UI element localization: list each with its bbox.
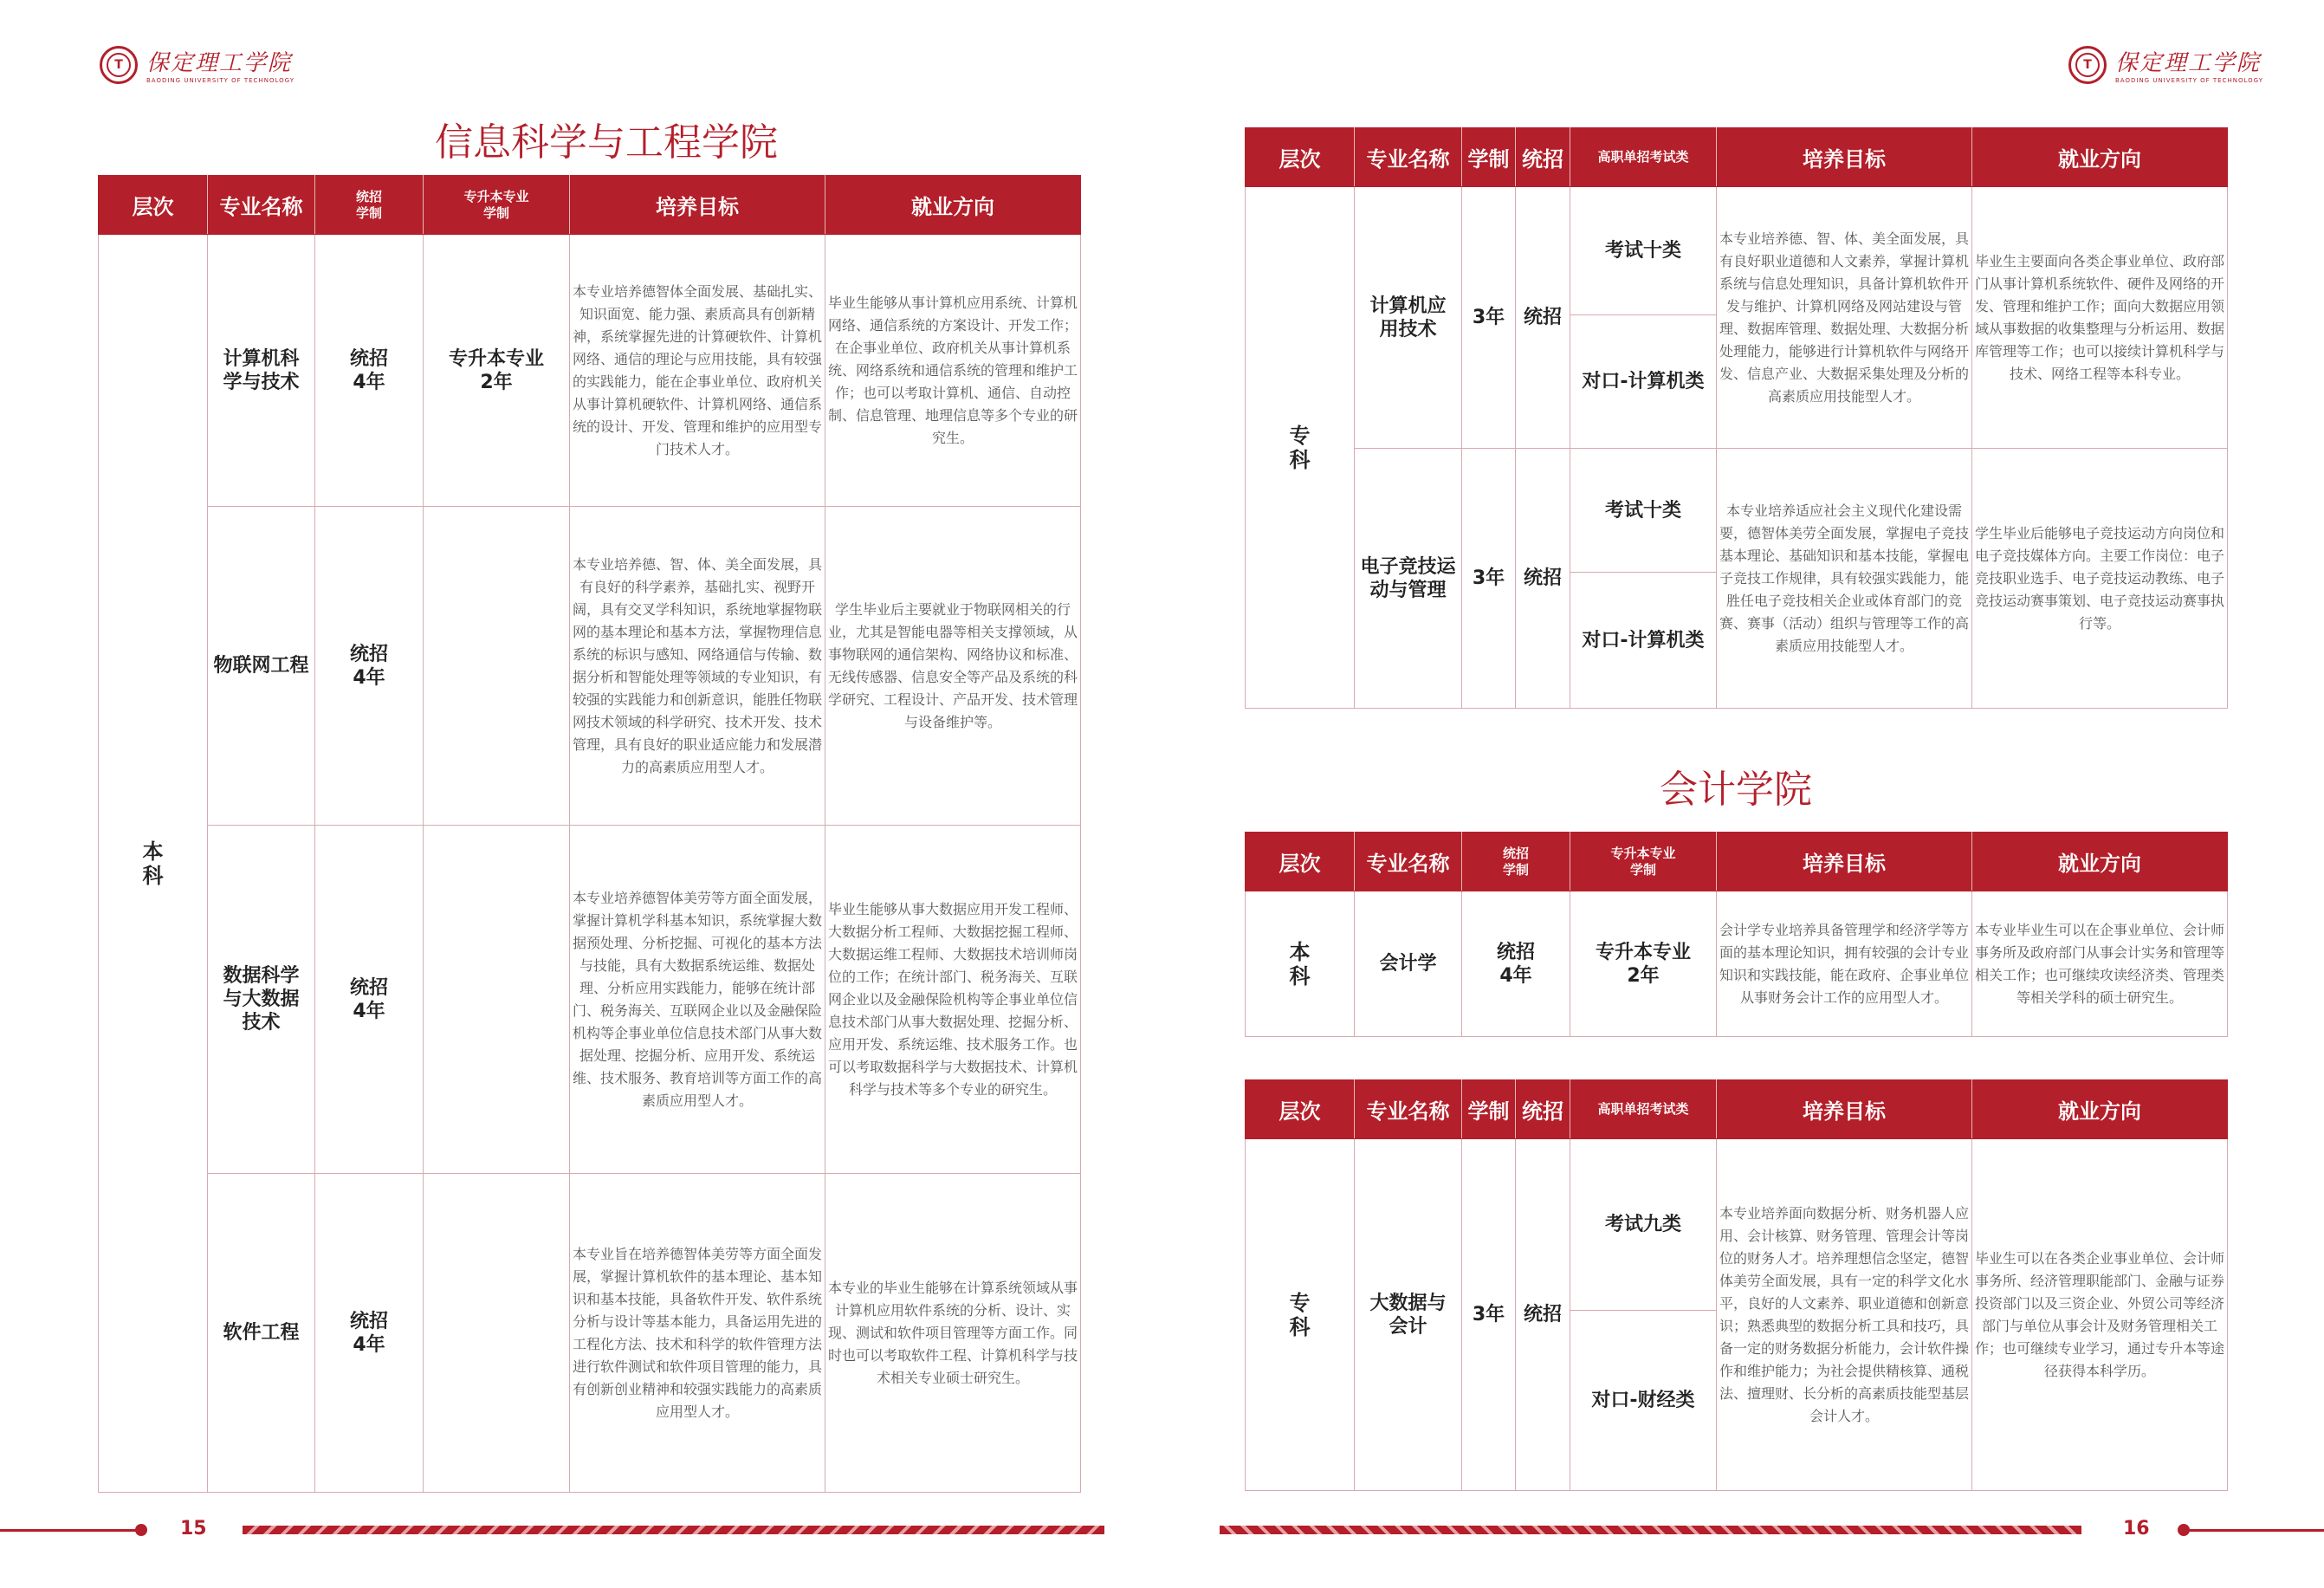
major-name: 会计学 <box>1355 891 1462 1037</box>
footer-dot-icon <box>135 1524 147 1536</box>
major-name: 物联网工程 <box>208 507 315 826</box>
career-text: 毕业生能够从事计算机应用系统、计算机网络、通信系统的方案设计、开发工作；在企事业单位、政府机关从事计算机系统、网络系统和通信系统的管理和维护工作；也可以考取计算机、通信、自动控制、信息管理、地理信息等多个专业的研究生。 <box>825 235 1081 507</box>
header-enroll: 统招 <box>1516 1080 1570 1139</box>
header-career: 就业方向 <box>1972 833 2228 891</box>
header-major: 专业名称 <box>1355 128 1462 187</box>
header-career: 就业方向 <box>1972 128 2228 187</box>
school-seal-icon: T <box>100 46 138 84</box>
header-enroll: 统招 <box>1516 128 1570 187</box>
accounting-table <box>1245 832 2228 1037</box>
exam-type-cell: 对口-计算机类 <box>1570 573 1717 709</box>
goal-text: 本专业培养德智体全面发展、基础扎实、知识面宽、能力强、素质高具有创新精神，系统掌握先进的计算硬软件、计算机网络、通信的理论与应用技能，具有较强的实践能力，能在企事业单位、政府机关从事计算机硬软件、计算机网络、通信系统的设计、开发、管理和维护的应用型专门技术人才。 <box>570 235 825 507</box>
footer-line-left <box>0 1529 139 1532</box>
goal-text: 本专业培养德、智、体、美全面发展，具有良好职业道德和人文素养，掌握计算机系统与信息处理知识，具备计算机软件开发与维护、计算机网络及网站建设与管理、数据库管理、数据处理、大数据分析处理能力，能够进行计算机软件与网络开发、信息产业、大数据采集处理及分析的高素质应用技能型人才。 <box>1717 187 1972 449</box>
logo-name: 保定理工学院 <box>146 50 293 76</box>
career-text: 本专业的毕业生能够在计算系统领域从事计算机应用软件系统的分析、设计、实现、测试和软件项目管理等方面工作。同时也可以考取软件工程、计算机科学与技术相关专业硕士研究生。 <box>825 1174 1081 1493</box>
duration-cell: 3年 <box>1462 449 1516 709</box>
header-major: 专业名称 <box>208 176 315 235</box>
header-upgrade: 专升本专业 学制 <box>1570 833 1717 891</box>
major-name: 计算机科 学与技术 <box>208 235 315 507</box>
major-name: 计算机应 用技术 <box>1355 187 1462 449</box>
header-goal: 培养目标 <box>1717 128 1972 187</box>
career-text: 毕业生可以在各类企业事业单位、会计师事务所、经济管理职能部门、金融与证券投资部门以及三资企业、外贸公司等经济部门与单位从事会计及财务管理相关工作；也可继续专业学习，通过专升本等途径获得本科学历。 <box>1972 1139 2228 1491</box>
duration-cell: 统招 4年 <box>315 235 424 507</box>
goal-text: 会计学专业培养具备管理学和经济学等方面的基本理论知识，拥有较强的会计专业知识和实践技能，能在政府、企事业单位从事财务会计工作的应用型人才。 <box>1717 891 1972 1037</box>
upgrade-cell <box>424 826 570 1174</box>
page-number-left: 15 <box>180 1518 207 1539</box>
goal-text: 本专业培养德、智、体、美全面发展，具有良好的科学素养，基础扎实、视野开阔，具有交叉学科知识，系统地掌握物联网的基本理论和基本方法，掌握物理信息系统的标识与感知、网络通信与传输、数据分析和智能处理等领域的专业知识，有较强的实践能力和创新意识，能胜任物联网技术领域的科学研究、技术开发、技术管理，具有良好的职业适应能力和发展潜力的高素质应用型人才。 <box>570 507 825 826</box>
header-goal: 培养目标 <box>570 176 825 235</box>
header-duration: 学制 <box>1462 1080 1516 1139</box>
header-goal: 培养目标 <box>1717 1080 1972 1139</box>
header-goal: 培养目标 <box>1717 833 1972 891</box>
school-seal-icon: T <box>2068 46 2107 84</box>
exam-type-cell: 考试九类 <box>1570 1139 1717 1311</box>
major-name: 软件工程 <box>208 1174 315 1493</box>
duration-cell: 统招 4年 <box>315 1174 424 1493</box>
goal-text: 本专业培养德智体美劳等方面全面发展，掌握计算机学科基本知识，系统掌握大数据预处理、分析挖掘、可视化的基本方法与技能，具有大数据系统运维、数据处理、分析应用实践能力，能够在统计部门、税务海关、互联网企业以及金融保险机构等企事业单位信息技术部门从事大数据处理、挖掘分析、应用开发、系统运维、技术服务、教育培训等方面工作的高素质应用型人才。 <box>570 826 825 1174</box>
exam-type-cell: 考试十类 <box>1570 187 1717 315</box>
level-cell: 专 科 <box>1246 1139 1355 1491</box>
level-cell: 专 科 <box>1246 187 1355 709</box>
career-text: 学生毕业后主要就业于物联网相关的行业，尤其是智能电器等相关支撑领域，从事物联网的通信架构、网络协议和标准、无线传感器、信息安全等产品及系统的科学研究、工程设计、产品开发、技术管理与设备维护等。 <box>825 507 1081 826</box>
level-cell: 本 科 <box>99 235 208 1493</box>
upgrade-cell: 专升本专业 2年 <box>424 235 570 507</box>
major-name: 电子竞技运 动与管理 <box>1355 449 1462 709</box>
header-duration: 统招 学制 <box>1462 833 1570 891</box>
college-title-accounting: 会计学院 <box>1660 768 1812 812</box>
upgrade-cell: 专升本专业 2年 <box>1570 891 1717 1037</box>
enroll-cell: 统招 <box>1516 187 1570 449</box>
duration-cell: 统招 4年 <box>1462 891 1570 1037</box>
level-cell: 本 科 <box>1246 891 1355 1037</box>
exam-type-cell: 考试十类 <box>1570 449 1717 573</box>
footer-line-right <box>2185 1529 2324 1532</box>
header-career: 就业方向 <box>825 176 1081 235</box>
logo-en: BAODING UNIVERSITY OF TECHNOLOGY <box>146 77 295 84</box>
career-text: 毕业生能够从事大数据应用开发工程师、大数据分析工程师、大数据挖掘工程师、大数据运维工程师、大数据技术培训师岗位的工作；在统计部门、税务海关、互联网企业以及金融保险机构等企事业单位信息技术部门从事大数据处理、挖掘分析、应用开发、系统运维、技术服务工作。也可以考取数据科学与大数据技术、计算机科学与技术等多个专业的研究生。 <box>825 826 1081 1174</box>
college-title-info: 信息科学与工程学院 <box>435 120 778 165</box>
major-name: 数据科学 与大数据 技术 <box>208 826 315 1174</box>
header-level: 层次 <box>1246 833 1355 891</box>
logo-right <box>2068 45 2263 84</box>
goal-text: 本专业培养适应社会主义现代化建设需要，德智体美劳全面发展，掌握电子竞技基本理论、基础知识和基本技能，掌握电子竞技工作规律，具有较强实践能力，能胜任电子竞技相关企业或体育部门的竞赛、赛事（活动）组织与管理等工作的高素质应用技能型人才。 <box>1717 449 1972 709</box>
footer-stripe-left <box>243 1526 1104 1534</box>
header-exam-type: 高职单招考试类 <box>1570 128 1717 187</box>
vocational-table-info <box>1245 127 2228 709</box>
vocational-table-accounting <box>1245 1079 2228 1491</box>
enroll-cell: 统招 <box>1516 1139 1570 1491</box>
duration-cell: 统招 4年 <box>315 507 424 826</box>
info-college-table <box>98 175 1081 1493</box>
header-level: 层次 <box>99 176 208 235</box>
header-major: 专业名称 <box>1355 1080 1462 1139</box>
exam-type-cell: 对口-财经类 <box>1570 1311 1717 1491</box>
duration-cell: 3年 <box>1462 1139 1516 1491</box>
footer-stripe-right <box>1220 1526 2081 1534</box>
exam-type-cell: 对口-计算机类 <box>1570 315 1717 449</box>
logo-name: 保定理工学院 <box>2115 50 2262 76</box>
goal-text: 本专业培养面向数据分析、财务机器人应用、会计核算、财务管理、管理会计等岗位的财务人才。培养理想信念坚定，德智体美劳全面发展，具有一定的科学文化水平，良好的人文素养、职业道德和创新意识；熟悉典型的数据分析工具和技巧，具备一定的财务数据分析能力，会计软件操作和维护能力；为社会提供精核算、通税法、擅理财、长分析的高素质技能型基层会计人才。 <box>1717 1139 1972 1491</box>
duration-cell: 3年 <box>1462 187 1516 449</box>
header-duration: 统招 学制 <box>315 176 424 235</box>
logo-left <box>100 45 295 84</box>
header-major: 专业名称 <box>1355 833 1462 891</box>
upgrade-cell <box>424 1174 570 1493</box>
header-upgrade: 专升本专业 学制 <box>424 176 570 235</box>
duration-cell: 统招 4年 <box>315 826 424 1174</box>
header-exam-type: 高职单招考试类 <box>1570 1080 1717 1139</box>
career-text: 毕业生主要面向各类企事业单位、政府部门从事计算机系统软件、硬件及网络的开发、管理和维护工作；面向大数据应用领域从事数据的收集整理与分析运用、数据库管理等工作；也可以接续计算机科学与技术、网络工程等本科专业。 <box>1972 187 2228 449</box>
goal-text: 本专业旨在培养德智体美劳等方面全面发展，掌握计算机软件的基本理论、基本知识和基本技能，具备软件开发、软件系统分析与设计等基本能力，具备运用先进的工程化方法、技术和科学的软件管理方法进行软件测试和软件项目管理的能力，具有创新创业精神和较强实践能力的高素质应用型人才。 <box>570 1174 825 1493</box>
logo-en: BAODING UNIVERSITY OF TECHNOLOGY <box>2115 77 2263 84</box>
enroll-cell: 统招 <box>1516 449 1570 709</box>
career-text: 学生毕业后能够电子竞技运动方向岗位和电子竞技媒体方向。主要工作岗位：电子竞技职业选手、电子竞技运动教练、电子竞技运动赛事策划、电子竞技运动赛事执行等。 <box>1972 449 2228 709</box>
header-career: 就业方向 <box>1972 1080 2228 1139</box>
major-name: 大数据与 会计 <box>1355 1139 1462 1491</box>
upgrade-cell <box>424 507 570 826</box>
header-level: 层次 <box>1246 128 1355 187</box>
page-number-right: 16 <box>2123 1518 2150 1539</box>
career-text: 本专业毕业生可以在企事业单位、会计师事务所及政府部门从事会计实务和管理等相关工作；也可继续攻读经济类、管理类等相关学科的硕士研究生。 <box>1972 891 2228 1037</box>
header-level: 层次 <box>1246 1080 1355 1139</box>
header-duration: 学制 <box>1462 128 1516 187</box>
